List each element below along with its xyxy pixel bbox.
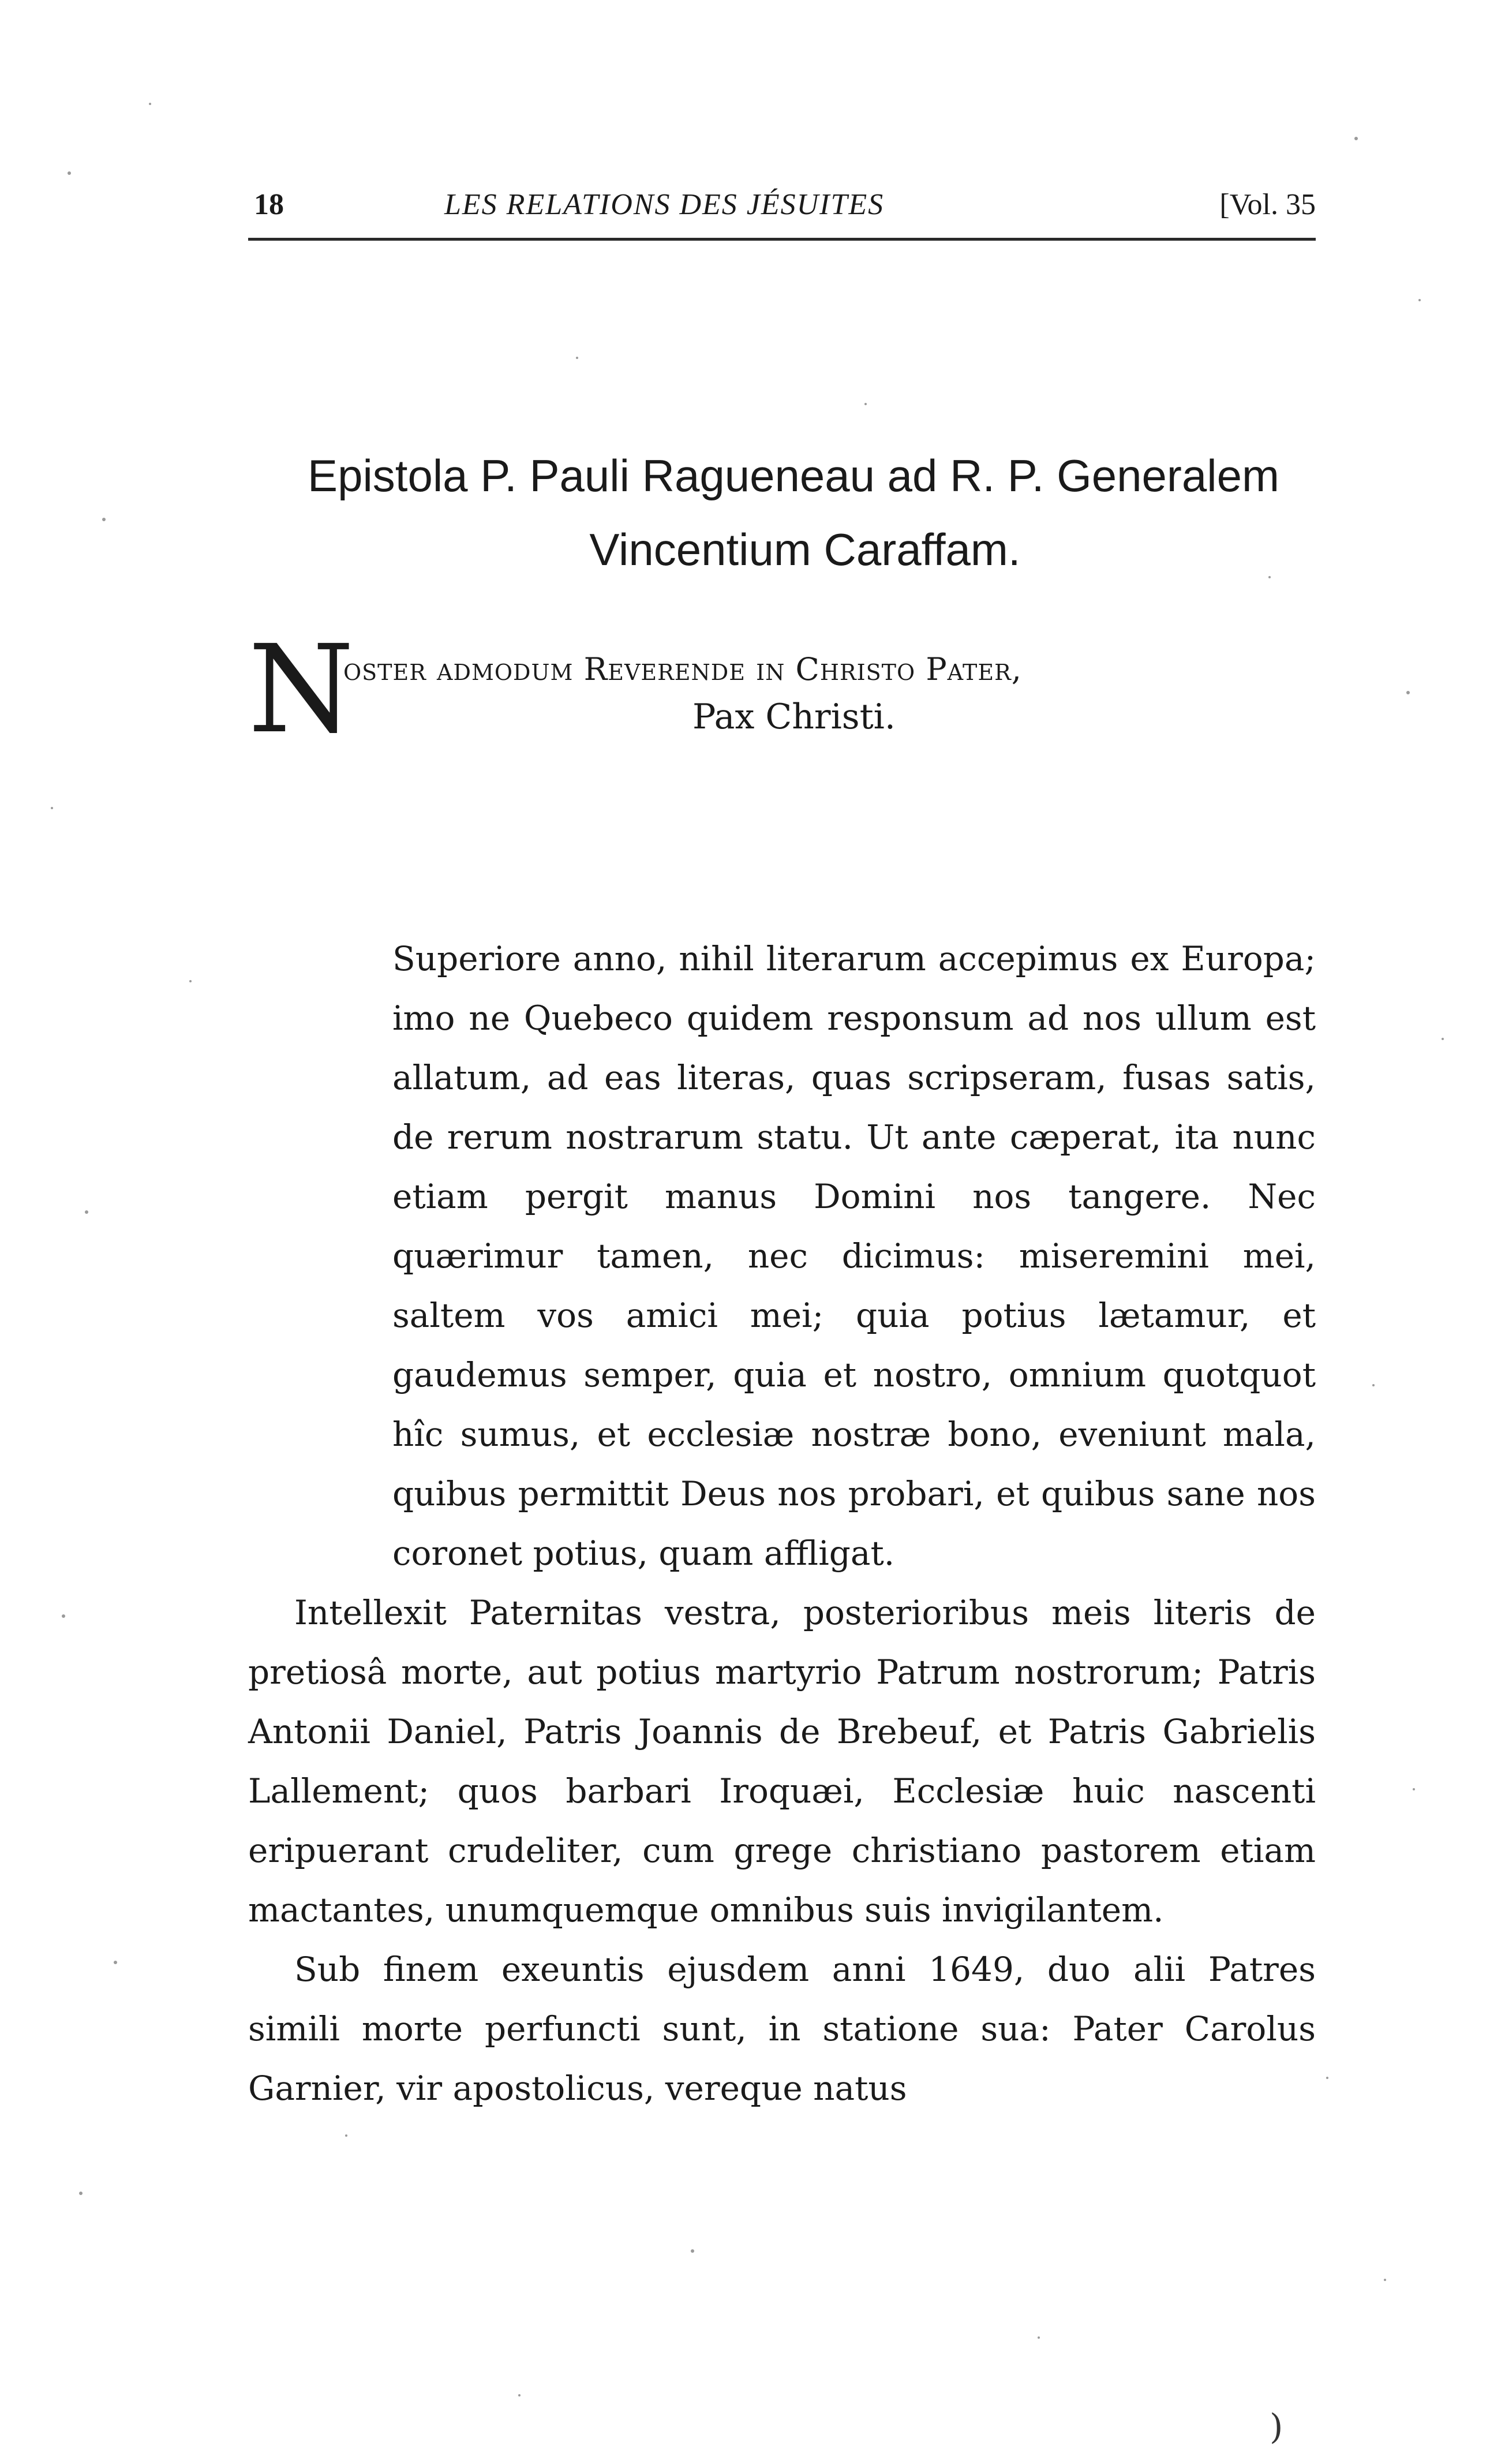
epistle-title-line-1: Epistola P. Pauli Ragueneau ad R. P. Generalem: [308, 450, 1279, 501]
book-page: [248, 185, 1316, 2108]
paragraph-3: Sub finem exeuntis ejusdem anni 1649, duo alii Patres simili morte perfuncti sunt, in statione sua: Pater Carolus Garnier, vir apostolicus, vereque natus: [248, 1950, 1316, 2108]
salutation: [248, 619, 1316, 762]
drop-cap: N: [248, 619, 354, 760]
paragraph-1: Superiore anno, nihil literarum accepimus ex Europa; imo ne Quebeco quidem responsum ad nos ullum est allatum, ad eas literas, quas scripseram, fusas satis, de rerum nostrarum statu. Ut ante cæperat, ita nunc etiam pergit manus Domini nos tangere. Nec quærimur tamen, nec dicimus: miseremini mei, saltem vos amici mei; quia potius lætamur, et gaudemus semper, quia et nostro, omnium quotquot hîc sumus, et ecclesiæ nostræ bono, eveniunt mala, quibus permittit Deus nos probari, et quibus sane nos coronet potius, quam affligat.: [392, 939, 1316, 1573]
running-header: [248, 185, 1316, 225]
header-rule: [248, 238, 1316, 241]
letter-body: [248, 929, 1316, 2118]
epistle-title-line-2: Vincentium Caraffam.: [589, 524, 1021, 575]
epistle-title: [248, 439, 1316, 586]
paragraph-2: Intellexit Paternitas vestra, posterioribus meis literis de pretiosâ morte, aut potius martyrio Patrum nostrorum; Patris Antonii Daniel, Patris Joannis de Brebeuf, et Patris Gabrielis Lallement; quos barbari Iroquæi, Ecclesiæ huic nascenti eripuerant crudeliter, cum grege christiano pastorem etiam mactantes, unumquemque omnibus suis invigilantem.: [248, 1593, 1316, 1930]
running-title: LES RELATIONS DES JÉSUITES: [444, 188, 885, 221]
pax-christi-line: Pax Christi.: [692, 697, 896, 737]
page-number: 18: [254, 188, 284, 221]
salutation-line: oster admodum Reverende in Christo Pater,: [343, 651, 1022, 687]
volume-label: [Vol. 35: [1219, 188, 1316, 221]
page-corner-mark: ): [1270, 2407, 1283, 2447]
